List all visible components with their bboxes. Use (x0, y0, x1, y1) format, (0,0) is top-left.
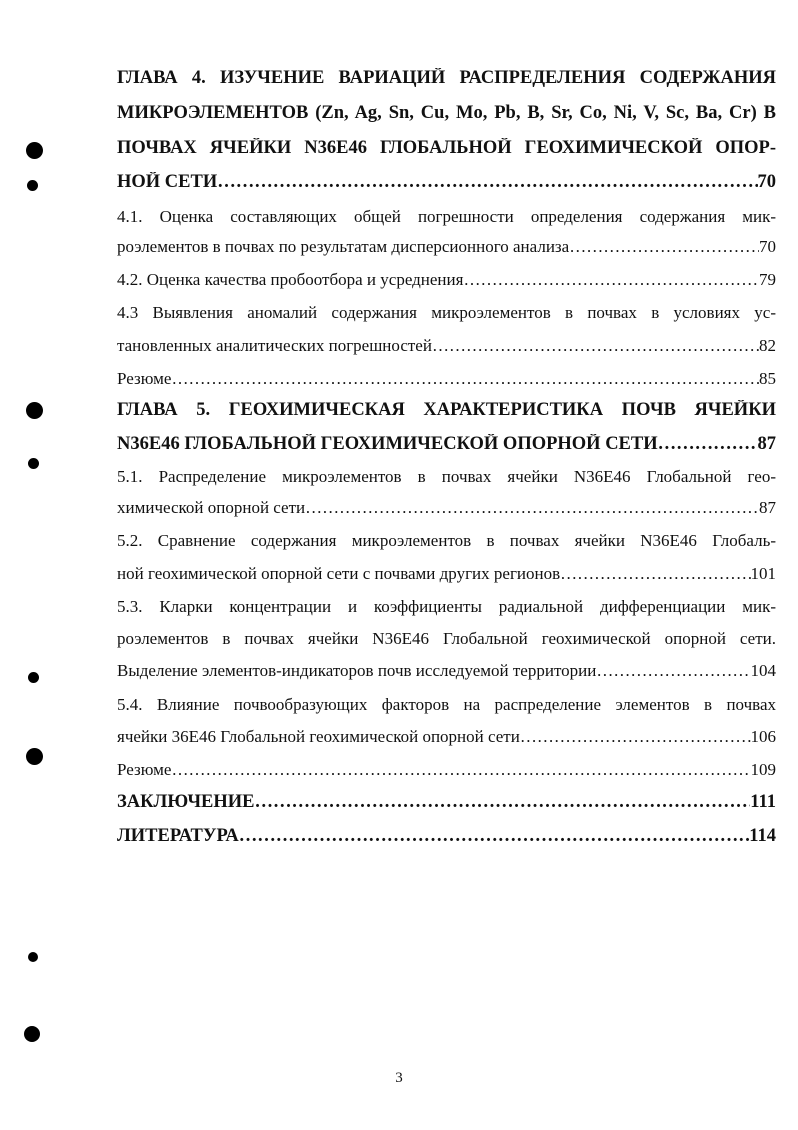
section-5-1-line-1: 5.1. Распределение микроэлементов в почвах ячейки N36E46 Глобальной гео- (117, 467, 776, 486)
section-5-1-entry[interactable] (117, 498, 776, 518)
chapter-4-title-line-3: ПОЧВАХ ЯЧЕЙКИ N36E46 ГЛОБАЛЬНОЙ ГЕОХИМИЧЕСКОЙ ОПОР- (117, 138, 776, 158)
page-ref: 79 (759, 270, 776, 289)
punch-hole (28, 952, 38, 962)
summary-4-entry[interactable] (117, 369, 776, 389)
punch-hole (26, 748, 43, 765)
section-5-2-entry[interactable] (117, 564, 776, 584)
section-4-3-entry[interactable] (117, 336, 776, 356)
section-5-4-line-1: 5.4. Влияние почвообразующих факторов на распределение элементов в почвах (117, 695, 776, 714)
punch-hole (28, 458, 39, 469)
section-5-3-entry[interactable] (117, 661, 776, 681)
chapter-4-title-line-2: МИКРОЭЛЕМЕНТОВ (Zn, Ag, Sn, Cu, Mo, Pb, B, Sr, Co, Ni, V, Sc, Ba, Cr) В (117, 103, 776, 123)
summary-5-title: Резюме (117, 760, 172, 779)
literature-entry[interactable] (117, 826, 776, 847)
page-number: 3 (395, 1070, 403, 1086)
conclusion-title: ЗАКЛЮЧЕНИЕ (117, 792, 255, 812)
chapter-4-title-line-4: НОЙ СЕТИ (117, 172, 218, 192)
punch-hole (24, 1026, 40, 1042)
section-4-2-entry[interactable] (117, 270, 776, 290)
section-5-4-entry[interactable] (117, 727, 776, 747)
literature-title: ЛИТЕРАТУРА (117, 826, 239, 846)
page-ref: 70 (757, 172, 776, 192)
leader-dots (560, 564, 750, 584)
page-ref: 104 (750, 661, 776, 680)
leader-dots (217, 172, 757, 193)
leader-dots (171, 760, 750, 780)
summary-4-title: Резюме (117, 369, 172, 388)
page-ref: 101 (750, 564, 776, 583)
leader-dots (171, 369, 759, 389)
leader-dots (255, 792, 751, 813)
page-ref: 106 (750, 727, 776, 746)
section-5-1-line-2: химической опорной сети (117, 498, 306, 517)
section-4-3-line-2: тановленных аналитических погрешностей (117, 336, 432, 355)
leader-dots (432, 336, 759, 356)
chapter-4-title-line-1: ГЛАВА 4. ИЗУЧЕНИЕ ВАРИАЦИЙ РАСПРЕДЕЛЕНИЯ СОДЕРЖАНИЯ (117, 68, 776, 88)
chapter-4-entry[interactable] (117, 172, 776, 193)
leader-dots (305, 498, 759, 518)
chapter-5-title-line-1: ГЛАВА 5. ГЕОХИМИЧЕСКАЯ ХАРАКТЕРИСТИКА ПОЧВ ЯЧЕЙКИ (117, 400, 776, 420)
leader-dots (658, 434, 758, 455)
section-4-2-title: 4.2. Оценка качества пробоотбора и усреднения (117, 270, 464, 289)
page-ref: 85 (759, 369, 776, 388)
leader-dots (520, 727, 751, 747)
chapter-5-entry[interactable] (117, 434, 776, 455)
section-5-3-line-1: 5.3. Кларки концентрации и коэффициенты радиальной дифференциации мик- (117, 597, 776, 616)
page-ref: 111 (750, 792, 776, 812)
section-4-1-line-2: роэлементов в почвах по результатам дисперсионного анализа (117, 237, 570, 256)
section-5-3-line-3: Выделение элементов-индикаторов почв исследуемой территории (117, 661, 597, 680)
punch-hole (26, 402, 43, 419)
section-4-1-line-1: 4.1. Оценка составляющих общей погрешности определения содержания мик- (117, 207, 776, 226)
section-5-3-line-2: роэлементов в почвах ячейки N36E46 Глобальной геохимической опорной сети. (117, 629, 776, 648)
summary-5-entry[interactable] (117, 760, 776, 780)
leader-dots (596, 661, 750, 681)
section-4-1-entry[interactable] (117, 237, 776, 257)
page-ref: 87 (759, 498, 776, 517)
punch-hole (26, 142, 43, 159)
conclusion-entry[interactable] (117, 792, 776, 813)
page-ref: 82 (759, 336, 776, 355)
page-ref: 87 (757, 434, 776, 454)
page-ref: 114 (749, 826, 776, 846)
section-4-3-line-1: 4.3 Выявления аномалий содержания микроэлементов в почвах в условиях ус- (117, 303, 776, 322)
page-ref: 70 (759, 237, 776, 256)
punch-hole (28, 672, 39, 683)
section-5-2-line-2: ной геохимической опорной сети с почвами других регионов (117, 564, 561, 583)
punch-hole (27, 180, 38, 191)
page-ref: 109 (750, 760, 776, 779)
section-5-2-line-1: 5.2. Сравнение содержания микроэлементов в почвах ячейки N36E46 Глобаль- (117, 531, 776, 550)
leader-dots (463, 270, 759, 290)
leader-dots (569, 237, 759, 257)
section-5-4-line-2: ячейки 36E46 Глобальной геохимической опорной сети (117, 727, 520, 746)
chapter-5-title-line-2: N36E46 ГЛОБАЛЬНОЙ ГЕОХИМИЧЕСКОЙ ОПОРНОЙ СЕТИ (117, 434, 658, 454)
leader-dots (239, 826, 750, 847)
